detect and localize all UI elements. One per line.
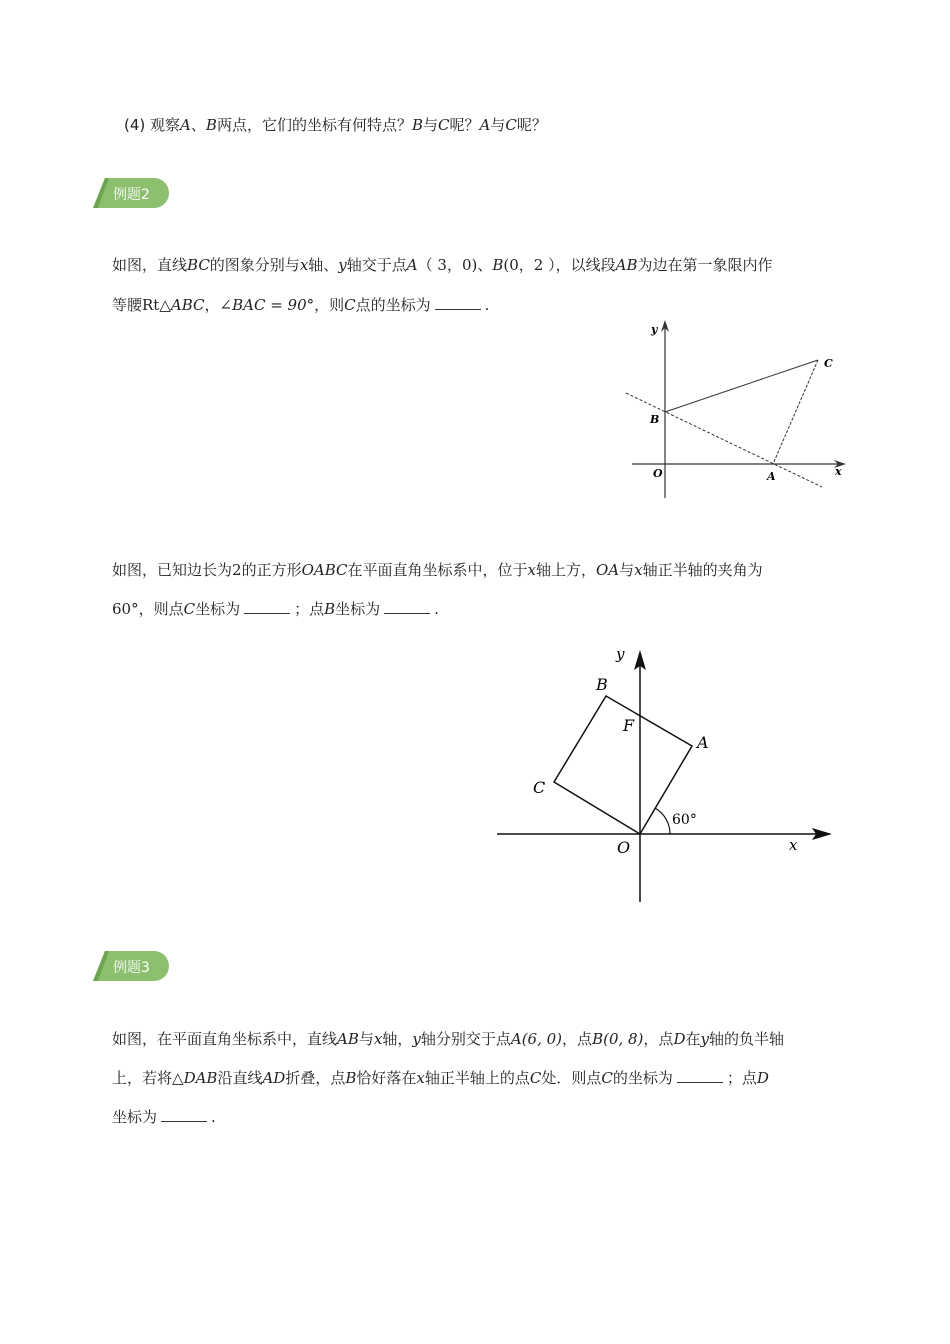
square-figure bbox=[490, 640, 840, 910]
label-a: A bbox=[697, 733, 709, 752]
example3-tag bbox=[93, 951, 169, 981]
example2-tag-label: 例题2 bbox=[113, 187, 150, 203]
angle-arc bbox=[655, 808, 670, 834]
answer-blank[interactable] bbox=[435, 297, 481, 310]
label-y: y bbox=[616, 645, 625, 663]
label-b: B bbox=[650, 413, 660, 426]
example3-line2: 上，若将△DAB沿直线AD折叠，点B恰好落在x轴正半轴上的点C处．则点C的坐标为 ；点D bbox=[112, 1069, 769, 1087]
label-o: O bbox=[653, 467, 663, 480]
example2-line1: 如图，直线BC的图象分别与x轴、y轴交于点A（ 3，0)、B(0，2 ），以线段AB为边在第一象限内作 bbox=[112, 256, 773, 274]
label-y: y bbox=[651, 323, 658, 336]
label-c: C bbox=[533, 778, 546, 797]
example2-tag bbox=[93, 178, 169, 208]
label-b: B bbox=[596, 675, 608, 694]
label-x: x bbox=[835, 465, 842, 478]
answer-blank-b[interactable] bbox=[384, 601, 430, 614]
label-c: C bbox=[824, 357, 833, 370]
square-line1: 如图，已知边长为2的正方形OABC在平面直角坐标系中，位于x轴上方，OA与x轴正半轴的夹角为 bbox=[112, 561, 763, 579]
label-f: F bbox=[623, 716, 635, 735]
segment-ca bbox=[773, 360, 818, 464]
answer-blank-d[interactable] bbox=[161, 1109, 207, 1122]
example3-line1: 如图，在平面直角坐标系中，直线AB与x轴，y轴分别交于点A(6, 0)，点B(0, 8)，点D在y轴的负半轴 bbox=[112, 1030, 784, 1048]
q4-line: (4) 观察A、B两点，它们的坐标有何特点？B与C呢？A与C呢？ bbox=[124, 116, 547, 134]
label-angle: 60° bbox=[672, 812, 697, 828]
label-o: O bbox=[617, 838, 631, 857]
segment-bc bbox=[665, 360, 818, 412]
example2-line2: 等腰Rt△ABC，∠BAC = 90°，则C点的坐标为 . bbox=[112, 296, 490, 314]
answer-blank-c[interactable] bbox=[244, 601, 290, 614]
example2-figure bbox=[620, 318, 850, 503]
label-x: x bbox=[789, 836, 798, 854]
square-line2: 60°，则点C坐标为 ；点B坐标为 . bbox=[112, 600, 439, 618]
label-a: A bbox=[767, 470, 776, 483]
example3-line3: 坐标为 . bbox=[112, 1108, 216, 1126]
example3-tag-label: 例题3 bbox=[113, 960, 150, 976]
answer-blank-c[interactable] bbox=[677, 1070, 723, 1083]
